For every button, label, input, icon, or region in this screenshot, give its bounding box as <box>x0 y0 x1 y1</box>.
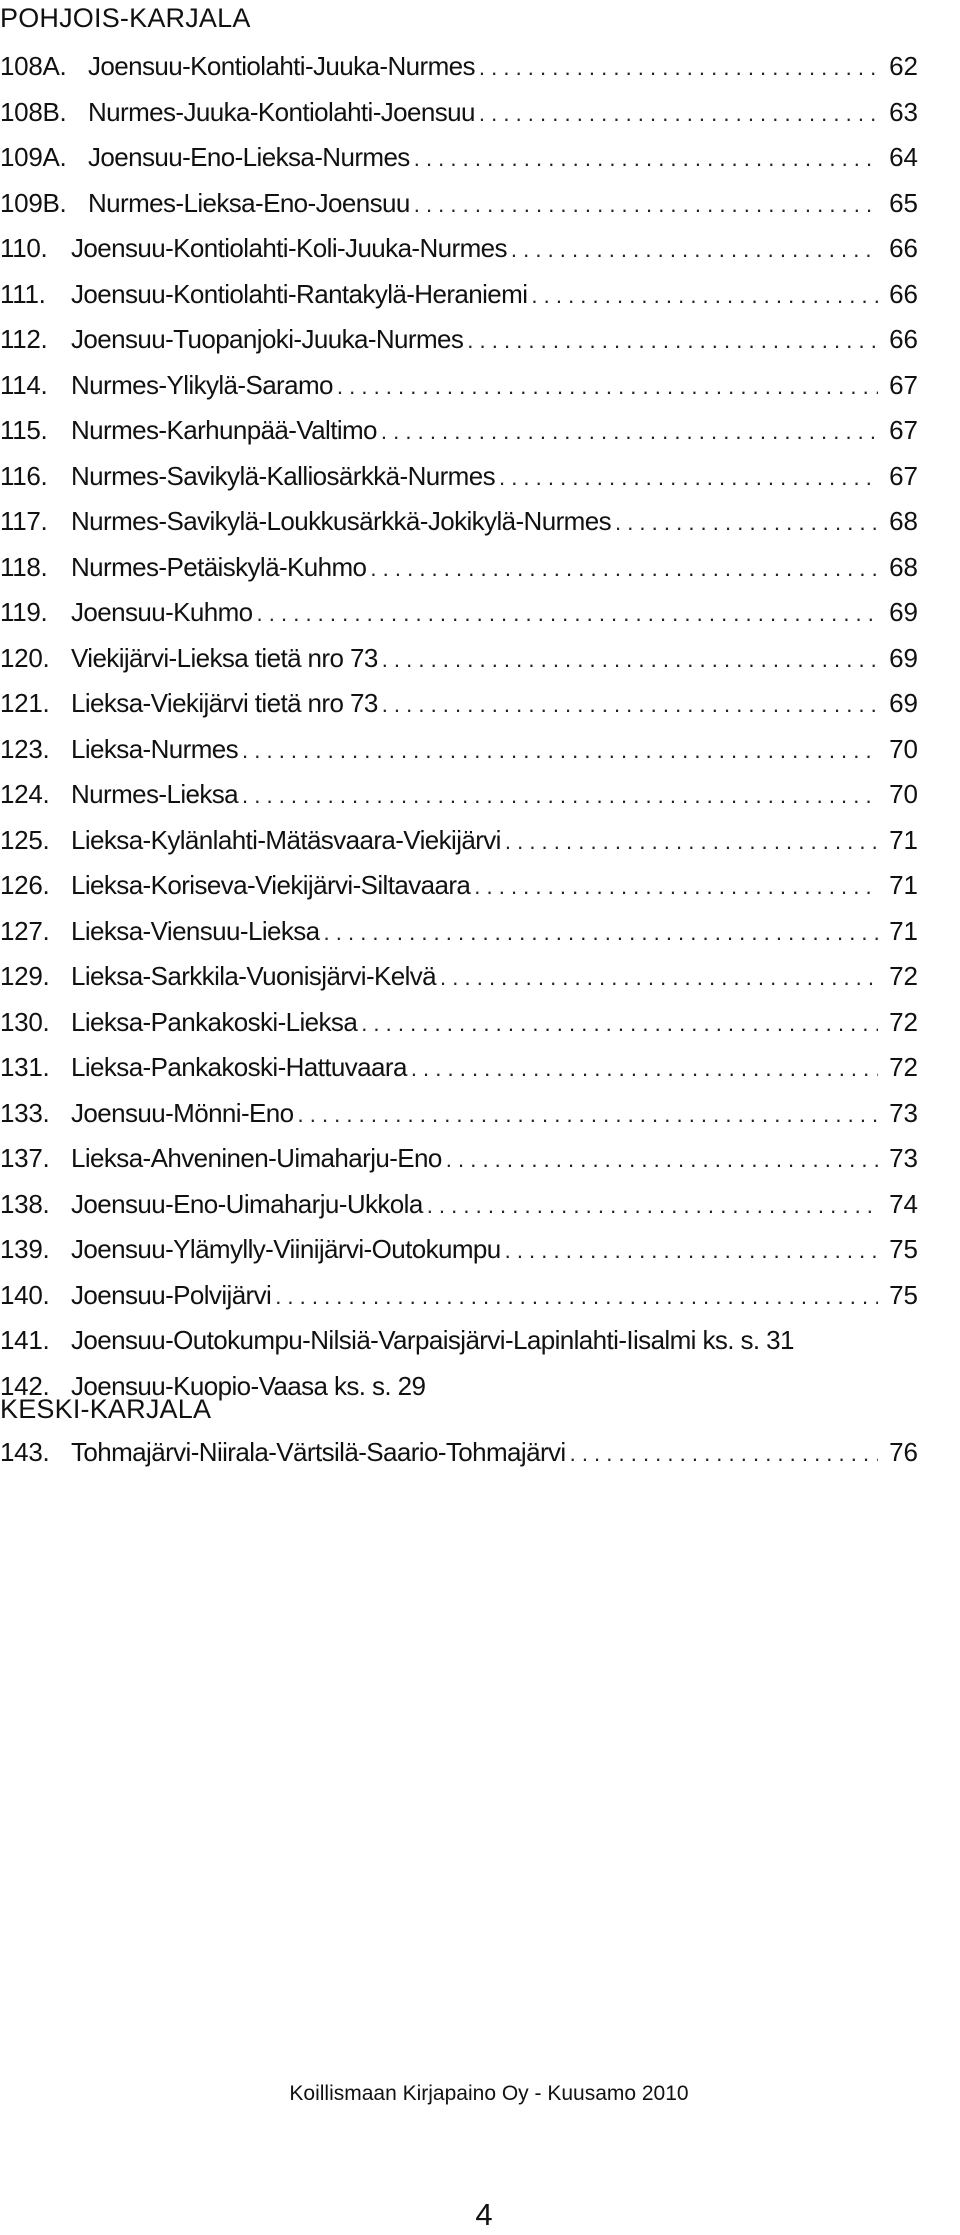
toc-entry-title: Joensuu-Kontiolahti-Rantakylä-Heraniemi <box>71 278 528 309</box>
toc-entry-title: Joensuu-Mönni-Eno <box>71 1097 294 1128</box>
toc-entry-number: 115. <box>0 415 48 445</box>
toc-entry-page: 70 <box>889 779 918 809</box>
dot-leader <box>414 136 878 182</box>
toc-entry-number: 129. <box>0 961 50 991</box>
toc-entry-page: 71 <box>889 915 918 946</box>
toc-entry-title: Tohmajärvi-Niirala-Värtsilä-Saario-Tohmajärvi <box>71 1437 566 1467</box>
toc-entry <box>0 1227 918 1273</box>
toc-entry <box>0 363 918 409</box>
toc-entry-number: 143. <box>0 1437 50 1467</box>
dot-leader <box>479 45 878 91</box>
toc-entry <box>0 681 918 727</box>
toc-entry-number: 111. <box>0 278 46 309</box>
toc-entry <box>0 636 918 682</box>
toc-entry-title: Joensuu-Tuopanjoki-Juuka-Nurmes <box>71 324 464 354</box>
toc-entry <box>0 863 918 909</box>
toc-entry-number: 130. <box>0 1006 50 1037</box>
toc-entry-title: Joensuu-Kontiolahti-Juuka-Nurmes <box>88 51 475 81</box>
toc-entry-title: Lieksa-Ahveninen-Uimaharju-Eno <box>71 1143 442 1173</box>
toc-entry-title: Lieksa-Nurmes <box>71 733 239 764</box>
toc-entry-number: 108A. <box>0 51 67 81</box>
toc-entry-page: 75 <box>889 1279 918 1310</box>
toc-entry <box>0 1430 918 1476</box>
toc-entry-page: 74 <box>889 1188 918 1219</box>
toc-entry <box>0 272 918 318</box>
toc-entry-page: 69 <box>889 642 918 673</box>
dot-leader <box>446 1137 878 1183</box>
dot-leader <box>411 1046 878 1092</box>
toc-entry <box>0 727 918 773</box>
toc-entry-title: Joensuu-Kontiolahti-Koli-Juuka-Nurmes <box>71 233 507 263</box>
toc-entry-title: Joensuu-Polvijärvi <box>71 1279 272 1310</box>
toc-entry-page: 62 <box>889 51 918 81</box>
toc-entry-page: 68 <box>889 551 918 582</box>
toc-entry <box>0 909 918 955</box>
toc-entry-page: 69 <box>889 597 918 627</box>
toc-entry <box>0 1091 918 1137</box>
toc-entry <box>0 1045 918 1091</box>
toc-entry <box>0 226 918 272</box>
toc-entry-number: 112. <box>0 324 48 354</box>
toc-entry-page: 73 <box>889 1097 918 1128</box>
toc-entry-title: Nurmes-Lieksa <box>71 779 239 809</box>
toc-entry-page: 72 <box>889 1052 918 1082</box>
toc-entry-page: 68 <box>889 506 918 536</box>
dot-leader <box>505 819 878 865</box>
toc-entry-number: 137. <box>0 1143 50 1173</box>
toc-entry-number: 119. <box>0 597 48 627</box>
toc-entry-title: Joensuu-Ylämylly-Viinijärvi-Outokumpu <box>71 1234 501 1264</box>
toc-list-keski-karjala <box>0 1430 918 1476</box>
toc-entry <box>0 317 918 363</box>
dot-leader <box>361 1001 878 1047</box>
toc-entry-number: 125. <box>0 824 50 855</box>
toc-entry <box>0 181 918 227</box>
toc-entry-page: 75 <box>889 1234 918 1264</box>
dot-leader <box>570 1431 878 1477</box>
toc-entry-number: 108B. <box>0 96 67 127</box>
toc-entry-page: 66 <box>889 278 918 309</box>
toc-entry-page: 63 <box>889 96 918 127</box>
toc-entry <box>0 454 918 500</box>
toc-entry-title: Joensuu-Outokumpu-Nilsiä-Varpaisjärvi-Lapinlahti-Iisalmi ks. s. 31 <box>71 1325 794 1355</box>
toc-entry <box>0 1273 918 1319</box>
dot-leader <box>257 591 878 637</box>
toc-entry-number: 116. <box>0 460 48 491</box>
toc-entry-page: 67 <box>889 460 918 491</box>
toc-entry-title: Nurmes-Petäiskylä-Kuhmo <box>71 551 367 582</box>
toc-entry-number: 131. <box>0 1052 50 1082</box>
toc-entry-page: 71 <box>889 824 918 855</box>
toc-entry <box>0 1136 918 1182</box>
dot-leader <box>505 1228 878 1274</box>
toc-entry-page: 76 <box>889 1437 918 1467</box>
toc-entry-title: Lieksa-Pankakoski-Lieksa <box>71 1006 358 1037</box>
toc-entry-number: 126. <box>0 870 50 900</box>
toc-entry <box>0 818 918 864</box>
toc-entry-number: 120. <box>0 642 50 673</box>
toc-entry-title: Nurmes-Ylikylä-Saramo <box>71 369 333 400</box>
toc-entry-page: 66 <box>889 324 918 354</box>
section-heading-keski-karjala: KESKI-KARJALA <box>0 1394 212 1424</box>
toc-entry <box>0 135 918 181</box>
dot-leader <box>427 1183 878 1229</box>
toc-entry <box>0 590 918 636</box>
toc-entry-number: 109B. <box>0 187 67 218</box>
toc-entry-page: 72 <box>889 961 918 991</box>
dot-leader <box>242 728 878 774</box>
toc-entry-number: 117. <box>0 506 48 536</box>
toc-entry-page: 65 <box>889 187 918 218</box>
toc-entry <box>0 1000 918 1046</box>
toc-entry <box>0 1182 918 1228</box>
toc-entry-title: Nurmes-Savikylä-Kalliosärkkä-Nurmes <box>71 460 495 491</box>
toc-entry-title: Nurmes-Lieksa-Eno-Joensuu <box>88 187 410 218</box>
toc-entry-number: 121. <box>0 688 50 718</box>
section-heading-pohjois-karjala: POHJOIS-KARJALA <box>0 3 251 33</box>
dot-leader <box>382 637 878 683</box>
toc-entry-title: Viekijärvi-Lieksa tietä nro 73 <box>71 642 378 673</box>
toc-entry-title: Joensuu-Eno-Uimaharju-Ukkola <box>71 1188 423 1219</box>
dot-leader <box>499 455 878 501</box>
dot-leader <box>531 273 878 319</box>
toc-entry-title: Joensuu-Kuhmo <box>71 597 253 627</box>
toc-entry-number: 141. <box>0 1325 50 1355</box>
toc-entry-number: 139. <box>0 1234 50 1264</box>
toc-entry-number: 138. <box>0 1188 50 1219</box>
toc-entry-page: 67 <box>889 415 918 445</box>
toc-entry-page: 73 <box>889 1143 918 1173</box>
toc-entry <box>0 499 918 545</box>
toc-entry-page: 70 <box>889 733 918 764</box>
toc-entry-number: 133. <box>0 1097 50 1128</box>
toc-entry-page: 72 <box>889 1006 918 1037</box>
dot-leader <box>479 91 878 137</box>
toc-entry-page: 71 <box>889 870 918 900</box>
dot-leader <box>414 182 878 228</box>
toc-entry-title: Lieksa-Kylänlahti-Mätäsvaara-Viekijärvi <box>71 824 501 855</box>
toc-entry <box>0 44 918 90</box>
toc-entry-number: 110. <box>0 233 48 263</box>
toc-entry <box>0 954 918 1000</box>
toc-entry-number: 140. <box>0 1279 50 1310</box>
page-number: 4 <box>475 2197 493 2232</box>
dot-leader <box>474 864 878 910</box>
dot-leader <box>298 1092 879 1138</box>
toc-entry <box>0 90 918 136</box>
toc-entry-page: 64 <box>889 142 918 172</box>
toc-entry-title: Lieksa-Koriseva-Viekijärvi-Siltavaara <box>71 870 471 900</box>
toc-entry-number: 118. <box>0 551 48 582</box>
dot-leader <box>324 910 878 956</box>
toc-entry-number: 142. <box>0 1370 50 1401</box>
toc-entry-title: Lieksa-Pankakoski-Hattuvaara <box>71 1052 407 1082</box>
toc-entry-title: Nurmes-Savikylä-Loukkusärkkä-Jokikylä-Nurmes <box>71 506 611 536</box>
toc-entry <box>0 408 918 454</box>
toc-entry-number: 123. <box>0 733 50 764</box>
dot-leader <box>275 1274 878 1320</box>
dot-leader <box>337 364 878 410</box>
dot-leader <box>511 227 878 273</box>
toc-entry-title: Lieksa-Sarkkila-Vuonisjärvi-Kelvä <box>71 961 437 991</box>
toc-entry-title: Lieksa-Viekijärvi tietä nro 73 <box>71 688 378 718</box>
printer-credit: Koillismaan Kirjapaino Oy - Kuusamo 2010 <box>289 2082 689 2105</box>
dot-leader <box>381 409 878 455</box>
dot-leader <box>467 318 878 364</box>
toc-entry-title: Joensuu-Kuopio-Vaasa ks. s. 29 <box>71 1370 426 1401</box>
toc-entry <box>0 545 918 591</box>
toc-entry-title: Nurmes-Karhunpää-Valtimo <box>71 415 377 445</box>
toc-entry-number: 127. <box>0 915 50 946</box>
toc-entry-title: Nurmes-Juuka-Kontiolahti-Joensuu <box>88 96 475 127</box>
dot-leader <box>370 546 878 592</box>
dot-leader <box>440 955 878 1001</box>
toc-entry-number: 114. <box>0 369 48 400</box>
dot-leader <box>382 682 878 728</box>
dot-leader <box>242 773 878 819</box>
toc-entry-title: Joensuu-Eno-Lieksa-Nurmes <box>88 142 410 172</box>
dot-leader <box>615 500 878 546</box>
toc-entry-page: 66 <box>889 233 918 263</box>
toc-entry-page: 67 <box>889 369 918 400</box>
toc-list-pohjois-karjala <box>0 44 918 1409</box>
toc-entry-number: 124. <box>0 779 50 809</box>
toc-entry-title: Lieksa-Viensuu-Lieksa <box>71 915 320 946</box>
toc-entry <box>0 772 918 818</box>
toc-entry <box>0 1318 918 1364</box>
toc-entry-page: 69 <box>889 688 918 718</box>
toc-entry-number: 109A. <box>0 142 67 172</box>
